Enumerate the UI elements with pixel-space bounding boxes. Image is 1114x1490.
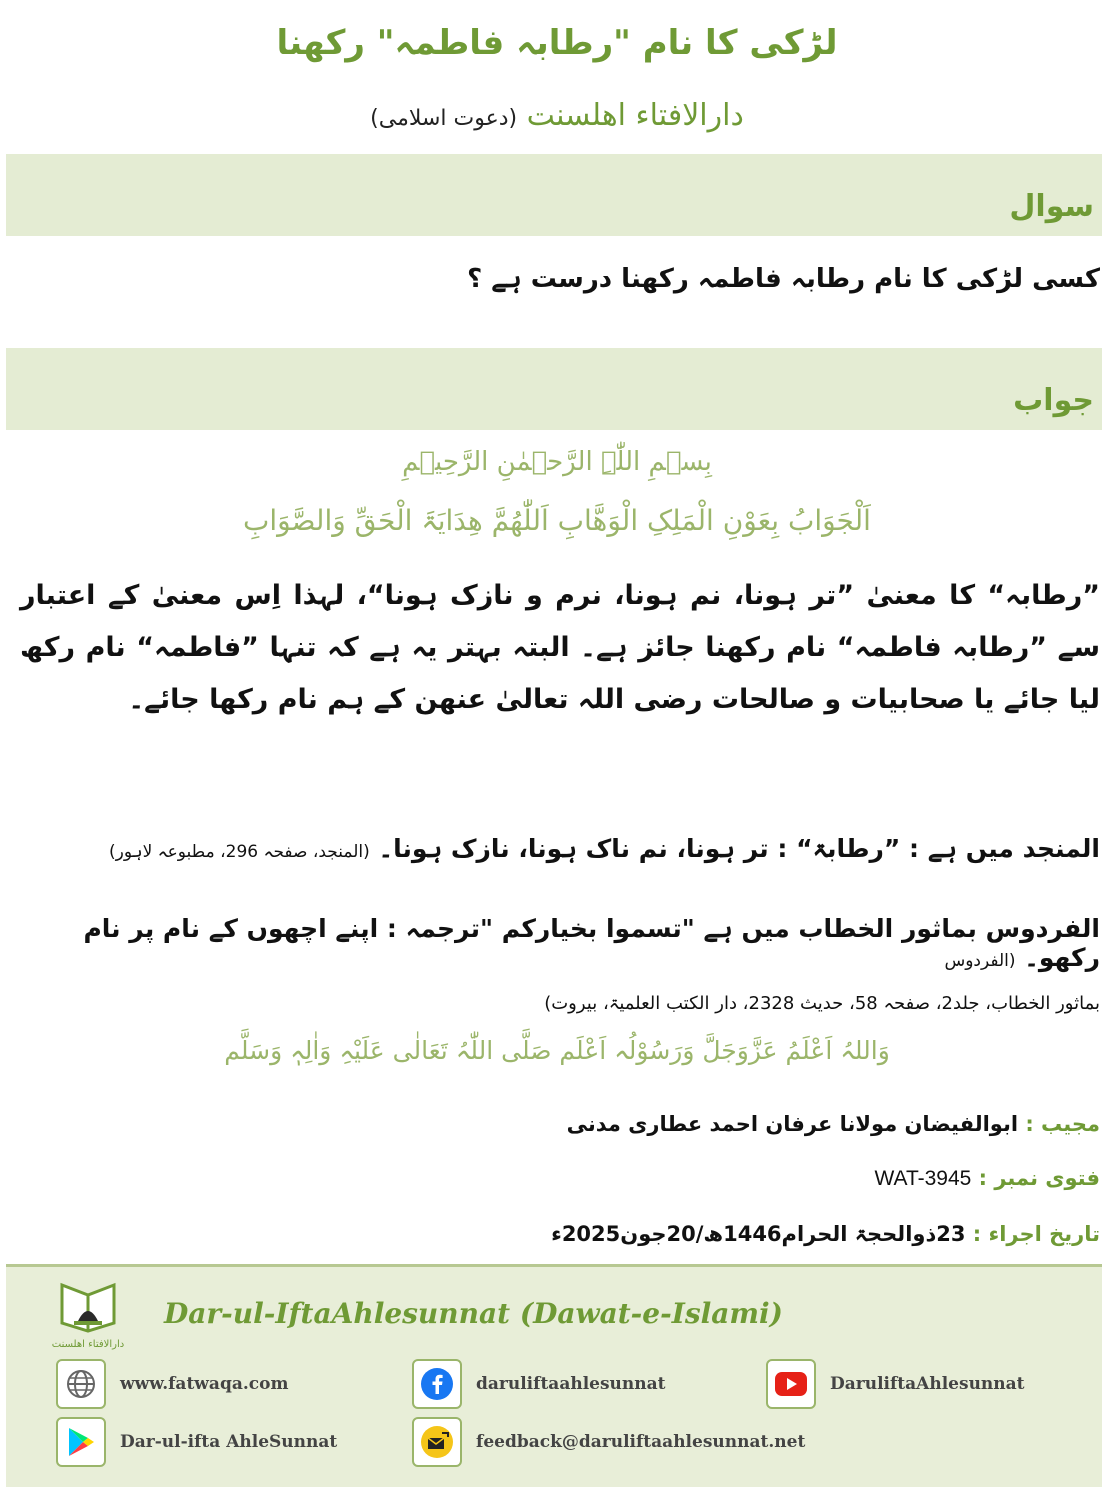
email-link[interactable] bbox=[412, 1417, 805, 1467]
issue-date-value: 23ذوالحجۃ الحرام1446ھ/20جون2025ء bbox=[551, 1222, 966, 1246]
brand-name: Dar-ul-IftaAhlesunnat (Dawat-e-Islami) bbox=[164, 1297, 783, 1330]
youtube-link[interactable] bbox=[766, 1359, 1025, 1409]
reference-munjid-source: (المنجد، صفحہ 296، مطبوعہ لاہور) bbox=[108, 842, 370, 862]
reference-firdous-text: الفردوس بماثور الخطاب میں ہے "تسموا بخیارکم "ترجمہ : اپنے اچھوں کے نام پر نام رکھو۔ bbox=[83, 914, 1100, 972]
closing-dua: وَاللہُ اَعْلَمُ عَزَّوَجَلَّ وَرَسُوْلُہ اَعْلَم صَلَّی اللّٰہُ تَعَالٰی عَلَیْہِ وَاٰلِہٖ وَسَلَّم bbox=[224, 1036, 890, 1065]
reference-firdous-source: بماثور الخطاب، جلد2، صفحہ 58، حدیث 2328، دار الکتب العلمیۃ، بیروت) bbox=[544, 993, 1100, 1014]
playstore-text: Dar-ul-ifta AhleSunnat bbox=[120, 1432, 338, 1452]
website-text: www.fatwaqa.com bbox=[120, 1374, 289, 1394]
play-store-icon bbox=[56, 1417, 106, 1467]
footer bbox=[6, 1264, 1102, 1487]
fatwa-number-label: فتوی نمبر : bbox=[978, 1166, 1100, 1190]
facebook-text: daruliftaahlesunnat bbox=[476, 1374, 666, 1394]
page-title: لڑکی کا نام "رطابہ فاطمہ" رکھنا bbox=[276, 23, 838, 63]
mujeeb-label: مجیب : bbox=[1025, 1112, 1100, 1136]
reference-firdous-source-line bbox=[20, 986, 1100, 1015]
mujeeb-line bbox=[567, 1112, 1100, 1136]
email-icon bbox=[412, 1417, 462, 1467]
reference-munjid bbox=[20, 834, 1100, 863]
youtube-icon bbox=[766, 1359, 816, 1409]
answer-opening: اَلْجَوَابُ بِعَوْنِ الْمَلِکِ الْوَھَّابِ اَللّٰھُمَّ ھِدَایَۃَ الْحَقِّ وَالصَّوَابِ bbox=[243, 504, 871, 537]
answer-heading: جواب bbox=[1013, 383, 1094, 418]
question-heading: سوال bbox=[1009, 189, 1094, 224]
fatwa-number-line bbox=[874, 1166, 1100, 1191]
fatwa-number-value: WAT-3945 bbox=[874, 1167, 972, 1190]
reference-firdous bbox=[20, 914, 1100, 972]
answer-band bbox=[6, 348, 1102, 430]
facebook-link[interactable] bbox=[412, 1359, 665, 1409]
logo-caption: دارالافتاء اھلسنت bbox=[51, 1339, 125, 1350]
email-text: feedback@daruliftaahlesunnat.net bbox=[476, 1432, 806, 1452]
darulifta-logo bbox=[48, 1277, 128, 1353]
organization-heading bbox=[0, 98, 1114, 133]
youtube-text: DaruliftaAhlesunnat bbox=[830, 1374, 1025, 1394]
issue-date-line bbox=[551, 1222, 1100, 1246]
website-link[interactable] bbox=[56, 1359, 288, 1409]
mujeeb-value: ابوالفیضان مولانا عرفان احمد عطاری مدنی bbox=[566, 1112, 1019, 1136]
organization-paren: (دعوت اسلامی) bbox=[370, 106, 518, 131]
reference-firdous-source-start: (الفردوس bbox=[944, 951, 1016, 971]
organization-name: دارالافتاء اھلسنت bbox=[526, 98, 744, 133]
question-text: کسی لڑکی کا نام رطابہ فاطمہ رکھنا درست ہے ؟ bbox=[467, 264, 1100, 294]
bismillah: بِسۡمِ اللّٰہِ الرَّحۡمٰنِ الرَّحِیۡمِ bbox=[402, 447, 712, 477]
answer-paragraph: ”رطابہ“ کا معنیٰ ”تر ہونا، نم ہونا، نرم و نازک ہونا“، لہذا اِس معنیٰ کے اعتبار سے ”رطابہ فاطمہ“ نام رکھنا جائز ہے۔ البتہ بہتر یہ ہے کہ تنہا ”فاطمہ“ نام رکھ لیا جائے یا صحابیات و صالحات رضی اللہ تعالیٰ عنھن کے ہم نام رکھا جائے۔ bbox=[20, 580, 1100, 715]
playstore-link[interactable] bbox=[56, 1417, 337, 1467]
facebook-icon bbox=[412, 1359, 462, 1409]
reference-munjid-text: المنجد میں ہے : ”رطابۃ“ : تر ہونا، نم ناک ہونا، نازک ہونا۔ bbox=[378, 834, 1100, 863]
globe-icon bbox=[56, 1359, 106, 1409]
question-band bbox=[6, 154, 1102, 236]
issue-date-label: تاریخ اجراء : bbox=[972, 1222, 1100, 1246]
